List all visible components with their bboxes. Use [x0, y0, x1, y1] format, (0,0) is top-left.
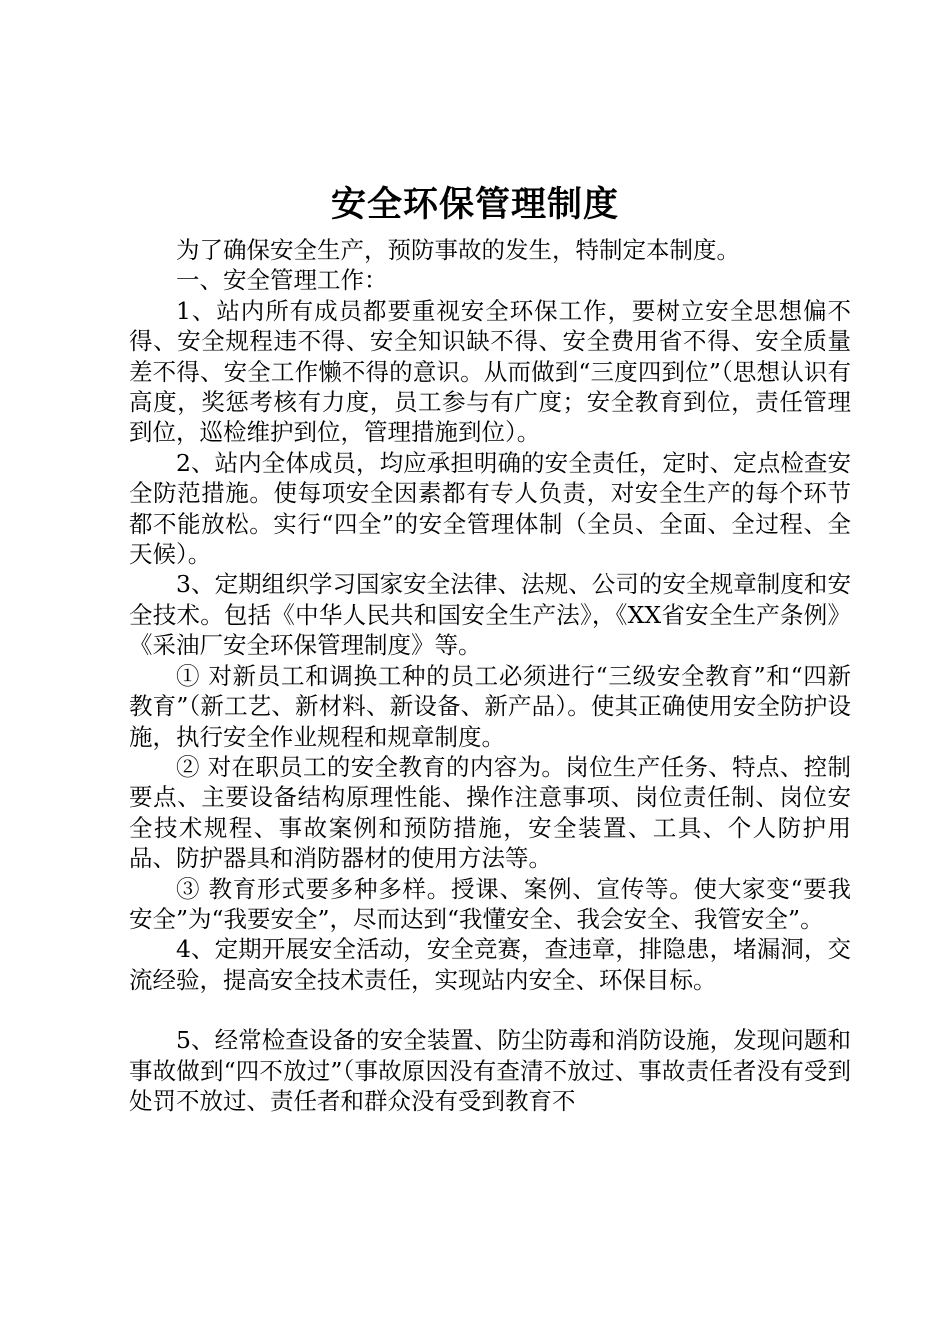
paragraph-item-2: 2、站内全体成员，均应承担明确的安全责任，定时、定点检查安全防范措施。使每项安全因素都有专人负责，对安全生产的每个环节都不能放松。实行“四全”的安全管理体制（全员、全面、全过程、全天候）。 [129, 448, 851, 569]
paragraph-subitem-2: ② 对在职员工的安全教育的内容为。岗位生产任务、特点、控制要点、主要设备结构原理性能、操作注意事项、岗位责任制、岗位安全技术规程、事故案例和预防措施，安全装置、工具、个人防护用品、防护器具和消防器材的使用方法等。 [129, 752, 851, 873]
paragraph-item-3: 3、定期组织学习国家安全法律、法规、公司的安全规章制度和安全技术。包括《中华人民共和国安全生产法》，《XX省安全生产条例》《采油厂安全环保管理制度》等。 [129, 570, 851, 660]
section-heading: 一、安全管理工作： [176, 266, 388, 295]
paragraph-item-4: 4、定期开展安全活动，安全竞赛，查违章，排隐患，堵漏洞，交流经验，提高安全技术责任，实现站内安全、环保目标。 [129, 935, 851, 994]
paragraph-item-5: 5、经常检查设备的安全装置、防尘防毒和消防设施，发现问题和事故做到“四不放过”（事故原因没有查清不放过、事故责任者没有受到处罚不放过、责任者和群众没有受到教育不 [129, 1026, 851, 1115]
paragraph-subitem-1: ① 对新员工和调换工种的员工必须进行“三级安全教育”和“四新教育”（新工艺、新材料、新设备、新产品）。使其正确使用安全防护设施，执行安全作业规程和规章制度。 [129, 661, 851, 751]
document-body [129, 235, 851, 1116]
document-title: 安全环保管理制度 [330, 185, 619, 225]
intro-paragraph: 为了确保安全生产，预防事故的发生，特制定本制度。 [176, 236, 740, 264]
paragraph-subitem-3: ③ 教育形式要多种多样。授课、案例、宣传等。使大家变“要我安全”为“我要安全”，尽而达到“我懂安全、我会安全、我管安全”。 [129, 874, 851, 933]
paragraph-item-1: 1、站内所有成员都要重视安全环保工作，要树立安全思想偏不得、安全规程违不得、安全知识缺不得、安全费用省不得、安全质量差不得、安全工作懒不得的意识。从而做到“三度四到位”（思想认识有高度，奖惩考核有力度，员工参与有广度；安全教育到位，责任管理到位，巡检维护到位，管理措施到位）。 [129, 296, 851, 447]
